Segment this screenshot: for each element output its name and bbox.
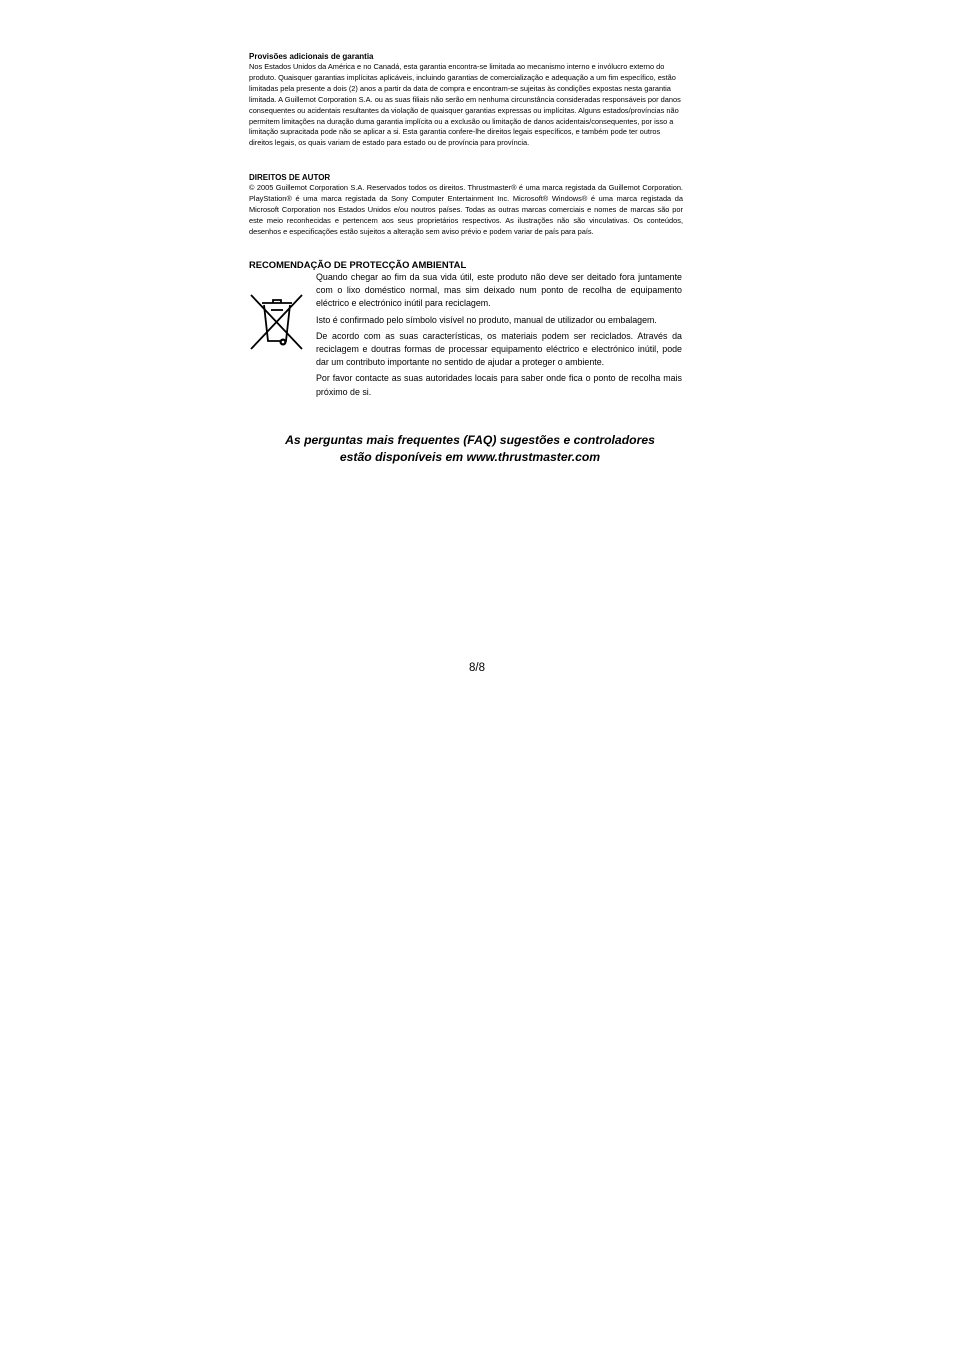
copyright-body: © 2005 Guillemot Corporation S.A. Reservados todos os direitos. Thrustmaster® é uma marca registada da Guillemot Corporation. PlayStation® é uma marca registada da Sony Computer Entertainment Inc. Microsoft® Windows® é uma marca registada da Microsoft Corporation nos Estados Unidos e/ou noutros países. Todas as outras marcas comerciais e nomes de marcas são por este meio reconhecidas e pertencem aos seus proprietários respectivos. As ilustrações não são vinculativas. Os conteúdos, desenhos e especificações estão sujeitos a alteração sem aviso prévio e podem variar de país para país. [249, 183, 683, 236]
warranty-heading: Provisões adicionais de garantia [249, 52, 374, 61]
warranty-section [249, 51, 683, 149]
copyright-section [249, 172, 683, 238]
environment-paragraph-1: Quando chegar ao fim da sua vida útil, este produto não deve ser deitado fora juntamente com o lixo doméstico normal, mas sim deixado num ponto de recolha de equipamento eléctrico e electrónico inútil para reciclagem. [316, 272, 682, 309]
environment-paragraph-4: Por favor contacte as suas autoridades locais para saber onde fica o ponto de recolha mais próximo de si. [316, 373, 682, 397]
crossed-out-wheelie-bin-icon [249, 291, 305, 351]
environment-paragraph-3: De acordo com as suas características, os materiais podem ser reciclados. Através da reciclagem e doutras formas de processar equipamento eléctrico e electrónico inútil, pode dar um contributo importante no sentido de ajudar a proteger o ambiente. [316, 330, 682, 368]
environment-paragraph-2: Isto é confirmado pelo símbolo visível no produto, manual de utilizador ou embalagem. [316, 314, 657, 325]
environment-section [249, 259, 683, 411]
page-number: 8/8 [469, 662, 485, 674]
faq-line-2: estão disponíveis em www.thrustmaster.com [339, 450, 601, 464]
faq-notice [200, 432, 740, 466]
faq-line-1: As perguntas mais frequentes (FAQ) sugestões e controladores [285, 433, 655, 447]
warranty-body: Nos Estados Unidos da América e no Canadá, esta garantia encontra-se limitada ao mecanismo interno e invólucro externo do produto. Quaisquer garantias implícitas aplicáveis, incluindo garantias de comercialização e adequação a um fim específico, estão limitadas pela presente a dois (2) anos a partir da data de compra e encontram-se sujeitas às condições expostas nesta garantia limitada. A Guillemot Corporation S.A. ou as suas filiais não serão em nenhuma circunstância consideradas responsáveis por danos consequentes ou acidentais resultantes da violação de quaisquer garantias expressas ou implícitas. Alguns estados/províncias não permitem limitações na duração duma garantia implícita ou a exclusão ou limitação de danos acidentais/consequentes, por isso a limitação supracitada pode não se aplicar a si. Esta garantia confere-lhe direitos legais específicos, e também pode ter outros direitos legais, os quais variam de estado para estado ou de província para província. [249, 62, 681, 148]
copyright-heading: DIREITOS DE AUTOR [249, 173, 331, 182]
environment-heading: RECOMENDAÇÃO DE PROTECÇÃO AMBIENTAL [249, 259, 467, 270]
